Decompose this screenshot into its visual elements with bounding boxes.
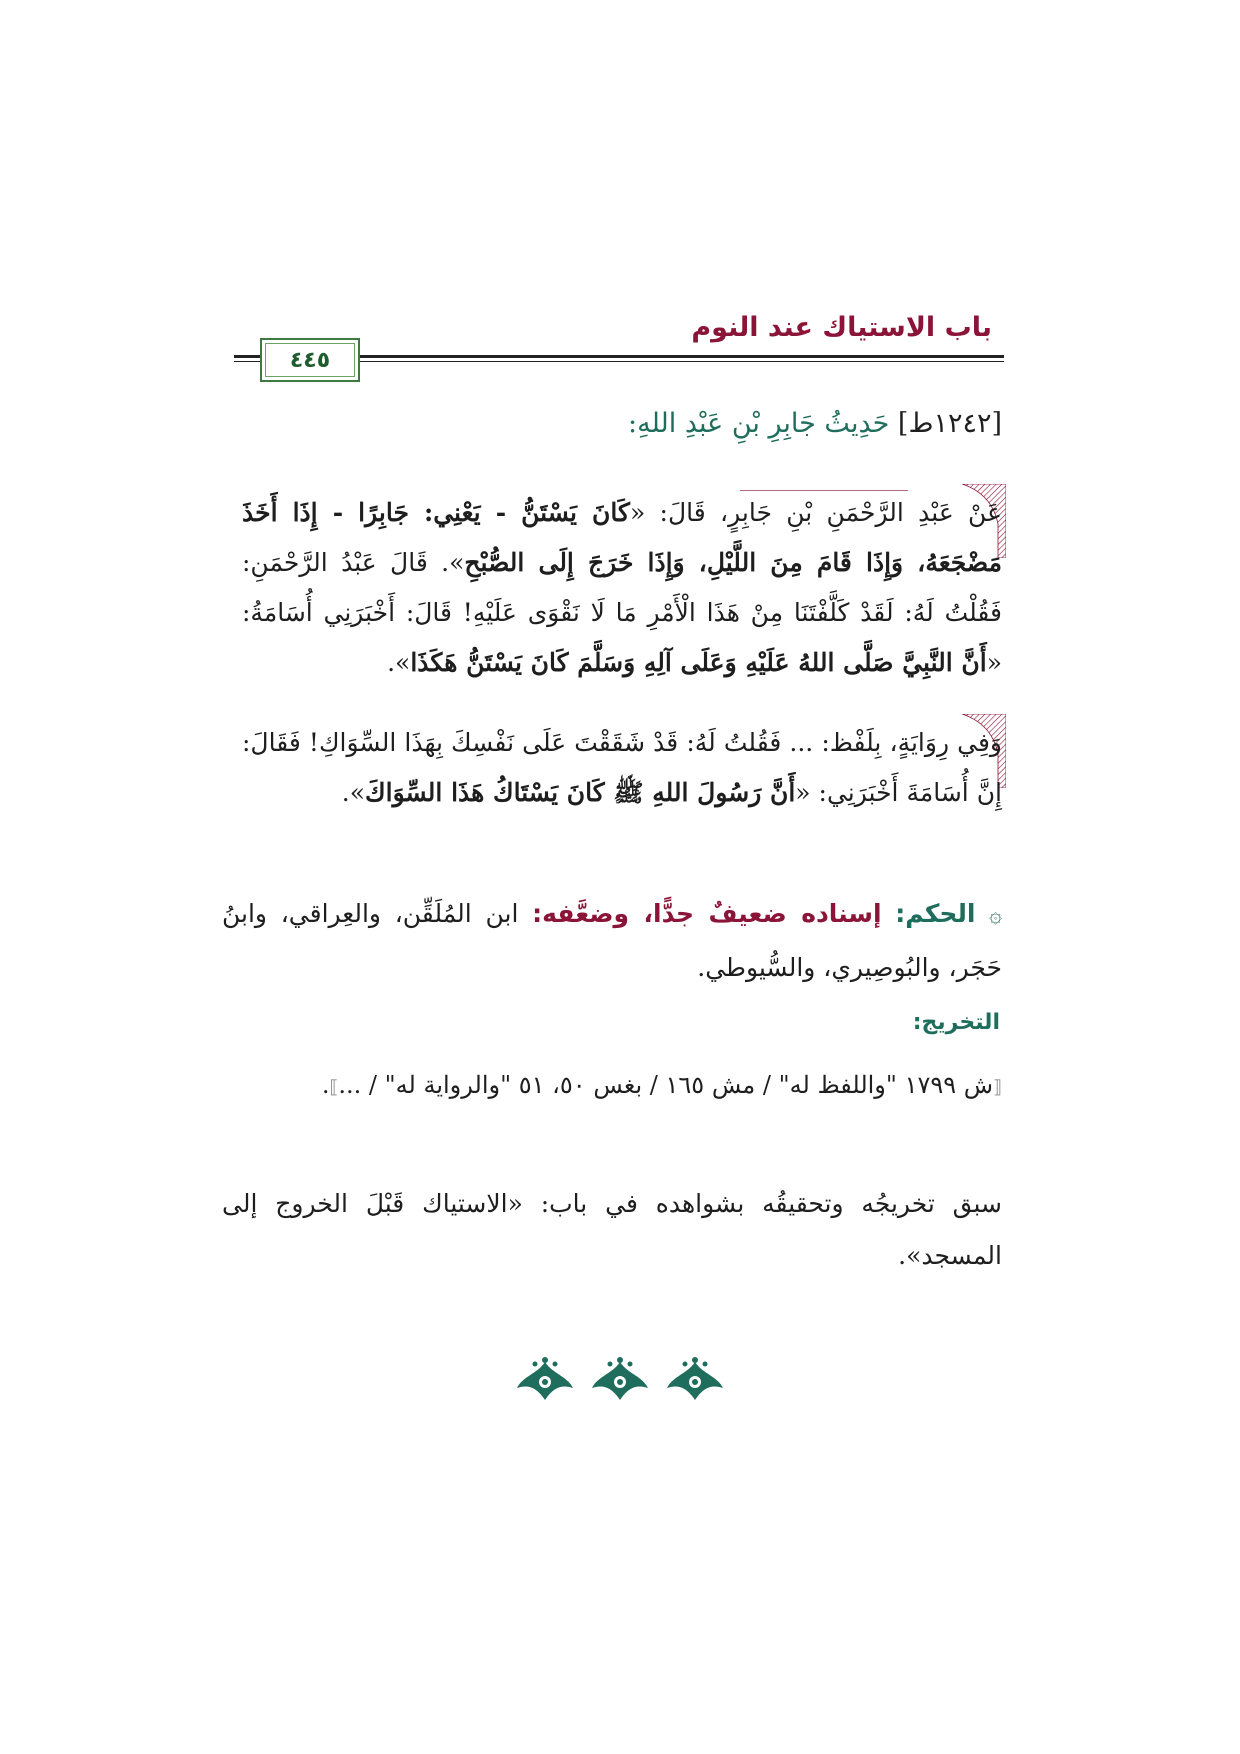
chapter-title: باب الاستياك عند النوم <box>691 312 992 343</box>
riwaya-paragraph <box>242 718 1002 818</box>
flower-icon: ۞ <box>989 903 1003 928</box>
takhrij-references: ش ١٧٩٩ "واللفظ له" / مش ١٦٥ / بغس ٥٠، ٥١ "والرواية له" / ... <box>338 1071 994 1099</box>
ruling-label: الحكم: <box>895 899 976 928</box>
floral-ornament-icon <box>515 1354 575 1404</box>
hadith-text: عَنْ عَبْدِ الرَّحْمَنِ بْنِ جَابِرٍ، قَالَ: « <box>629 498 1002 527</box>
hadith-quote: كَانَ يَسْتَنُّ - يَعْنِي: جَابِرًا - إِذَا أَخَذَ مَضْجَعَهُ، وَإِذَا قَامَ مِنَ اللَّيْلِ، وَإِذَا خَرَجَ إِلَى الصُّبْحِ <box>242 498 1002 577</box>
bracket-close-icon: ⟧ <box>329 1077 339 1098</box>
floral-ornament-icon <box>665 1354 725 1404</box>
bracket-open-icon: ⟦ <box>993 1077 1002 1098</box>
section-title: حَدِيثُ جَابِرِ بْنِ عَبْدِ اللهِ: <box>628 408 890 439</box>
ornament-row <box>515 1354 725 1408</box>
hadith-text: ». <box>387 648 411 677</box>
note-paragraph: سبق تخريجُه وتحقيقُه بشواهده في باب: «الاستياك قَبْلَ الخروج إلى المسجد». <box>222 1189 1002 1270</box>
takhrij-label: التخريج: <box>912 1010 1000 1035</box>
takhrij-text <box>222 1060 1002 1113</box>
riwaya-text: وَفِي رِوَايَةٍ، بِلَفْظ: ... فَقُلتُ لَهُ: قَدْ شَقَقْتَ عَلَى نَفْسِكَ بِهَذَا السِّوَاكِ! فَقَالَ: إِنَّ أُسَامَةَ أَخْبَرَنِي: « <box>242 728 1002 807</box>
section-number: [١٢٤٢ط] <box>897 408 1002 439</box>
ruling-paragraph <box>222 888 1002 994</box>
hadith-text: ». قَالَ عَبْدُ الرَّحْمَنِ: فَقُلْتُ لَهُ: لَقَدْ كَلَّفْتَنَا مِنْ هَذَا الْأَمْرِ مَا لَا نَقْوَى عَلَيْهِ! قَالَ: أَخْبَرَنِي أُسَامَةُ: « <box>242 548 1002 677</box>
riwaya-quote: أَنَّ رَسُولَ اللهِ ﷺ كَانَ يَسْتَاكُ هَذَا السِّوَاكَ <box>365 778 796 807</box>
hadith-quote: أَنَّ النَّبِيَّ صَلَّى اللهُ عَلَيْهِ وَعَلَى آلِهِ وَسَلَّمَ كَانَ يَسْتَنُّ هَكَذَا <box>410 648 987 677</box>
floral-ornament-icon <box>590 1354 650 1404</box>
ruling-verdict: إسناده ضعيفٌ جدًّا، وضعَّفه: <box>532 899 882 928</box>
takhrij-end: . <box>321 1071 330 1099</box>
riwaya-text: ». <box>341 778 366 807</box>
ruling-text: ابن المُلَقِّن، والعِراقي، وابنُ حَجَر، والبُوصِيري، والسُّيوطي. <box>222 899 1002 982</box>
page-number-badge <box>260 338 360 382</box>
hadith-paragraph <box>242 488 1002 688</box>
section-heading <box>302 408 1002 452</box>
page-number: ٤٤٥ <box>289 347 331 373</box>
